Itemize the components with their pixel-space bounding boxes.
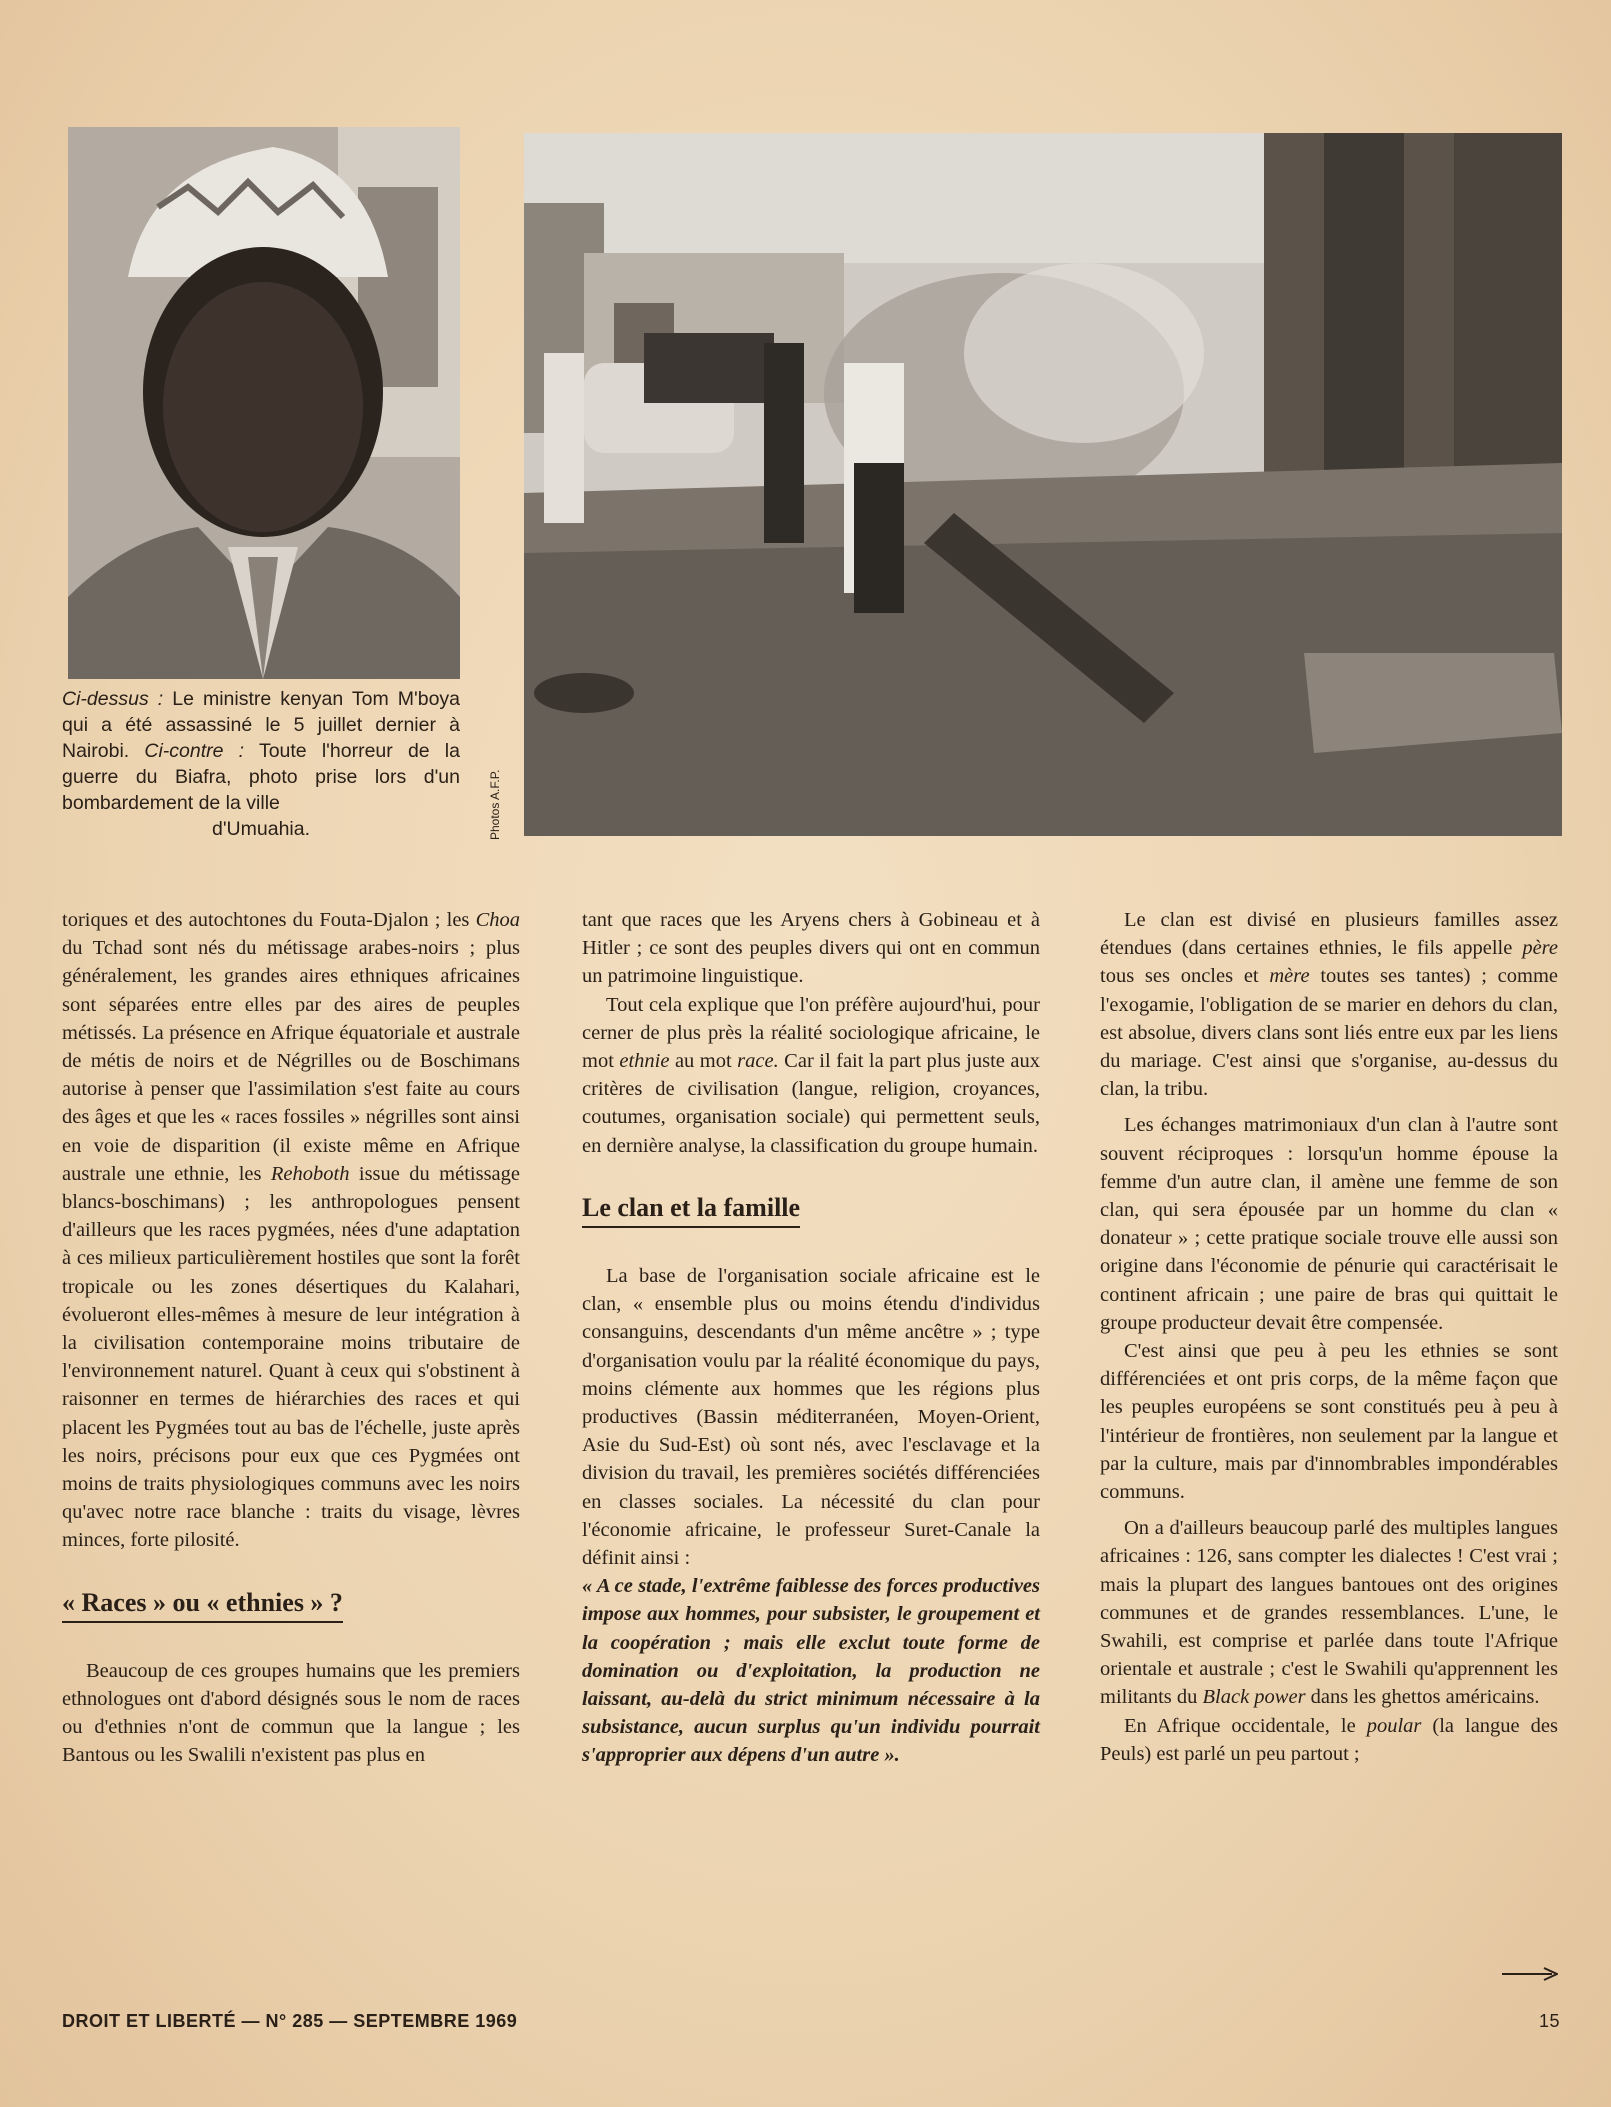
text-column-3 xyxy=(1100,906,1558,1768)
caption-label-opposite: Ci-contre : xyxy=(144,740,245,762)
paragraph: La base de l'organisation sociale africaine est le clan, « ensemble plus ou moins étendu d'individus consanguins, descendants d'un même ancêtre » ; type d'organisation voulu par la réalité économique du pays, moins clémente aux hommes que les régions plus productives (Bassin méditerranéen, Moyen-Orient, Asie du Sud-Est) où sont nés, avec l'esclavage et la division du travail, les premières sociétés différenciées en classes sociales. La nécessité du clan pour l'économie africaine, le professeur Suret-Canale la définit ainsi : xyxy=(582,1265,1040,1570)
paragraph: toriques et des autochtones du Fouta-Djalon ; les Choa du Tchad sont nés du métissage arabes-noirs ; plus généralement, les grandes aires ethniques africaines sont séparées entre elles par des aires de peuples métissés. La présence en Afrique équatoriale et australe de métis de noirs et de Négrilles ou de Boschimans autorise à penser que l'assimilation s'est faite au cours des âges et que les « races fossiles » négrilles sont ainsi en voie de disparition (il existe même en Afrique australe une ethnie, les Rehoboth issue du métissage blancs-boschimans) ; les anthropologues pensent d'ailleurs que les races pygmées, nées d'une adaptation à ces milieux particulièrement hostiles que sont la forêt tropicale ou les zones désertiques du Kalahari, évolueront elles-mêmes à mesure de leur intégration à la civilisation contemporaine moins tributaire de l'environnement naturel. Quant à ceux qui s'obstinent à raisonner en termes de hiérarchies des races et qui placent les Pygmées tout au bas de l'échelle, juste après les noirs, précisons pour eux que ces Pygmées ont moins de traits physiologiques communs avec les noirs qu'avec notre race blanche : traits du visage, lèvres minces, forte pilosité. xyxy=(62,909,521,1552)
section-heading-clan: Le clan et la famille xyxy=(582,1194,800,1228)
biafra-street-photo xyxy=(524,133,1562,836)
publication-info: DROIT ET LIBERTÉ — N° 285 — SEPTEMBRE 1969 xyxy=(62,2011,518,2031)
photo-caption xyxy=(62,686,460,842)
paragraph: On a d'ailleurs beaucoup parlé des multiples langues africaines : 126, sans compter les dialectes ! C'est vrai ; mais la plupart des langues bantoues ont des origines communes et de grandes ressemblances. L'une, le Swahili, est comprise et parlée dans toute l'Afrique orientale et australe ; c'est le Swahili qu'apprennent les militants du Black power dans les ghettos américains. xyxy=(1100,1517,1558,1709)
caption-text-city: d'Umuahia. xyxy=(211,818,311,840)
caption-text-portrait: Le ministre kenyan Tom M'boya qui a été assassiné le 5 juillet dernier à Nairobi. xyxy=(62,688,461,762)
paragraph: tant que races que les Aryens chers à Gobineau et à Hitler ; ce sont des peuples divers qui ont en commun un patrimoine linguistique. xyxy=(582,909,1040,988)
page-footer xyxy=(62,2011,1560,2032)
paragraph: Le clan est divisé en plusieurs familles assez étendues (dans certaines ethnies, le fils appelle père tous ses oncles et mère toutes ses tantes) ; comme l'exogamie, l'obligation de se marier en dehors du clan, est absolue, divers clans sont liés entre eux par les liens du mariage. C'est ainsi que s'organise, au-dessus du clan, la tribu. xyxy=(1100,909,1558,1101)
text-column-2 xyxy=(582,906,1040,1770)
caption-text-street: Toute l'horreur de la guerre du Biafra, photo prise lors d'un bombardement de la ville xyxy=(62,740,460,814)
caption-label-above: Ci-dessus : xyxy=(62,688,164,710)
paragraph: En Afrique occidentale, le poular (la langue des Peuls) est parlé un peu partout ; xyxy=(1100,1714,1558,1765)
page-number: 15 xyxy=(1538,2011,1560,2031)
photo-credit: Photos A.F.P. xyxy=(488,769,502,840)
text-column-1 xyxy=(62,906,520,1770)
portrait-photo xyxy=(68,127,460,679)
paragraph: C'est ainsi que peu à peu les ethnies se sont différenciées et ont pris corps, de la même façon que les peuples européens se sont constitués peu à peu à l'intérieur de frontières, non seulement par la langue et par la culture, mais par d'innombrables impondérables communs. xyxy=(1100,1340,1558,1504)
paragraph: Tout cela explique que l'on préfère aujourd'hui, pour cerner de plus près la réalité sociologique africaine, le mot ethnie au mot race. Car il fait la part plus juste aux critères de civilisation (langue, religion, croyances, coutumes, organisation sociale) qui permettent seuls, en dernière analyse, la classification du groupe humain. xyxy=(582,993,1040,1157)
continue-arrow-icon xyxy=(1502,1967,1558,1981)
paragraph: Beaucoup de ces groupes humains que les premiers ethnologues ont d'abord désignés sous le nom de races ou d'ethnies n'ont de commun que la langue ; les Bantous ou les Swalili n'existent pas plus en xyxy=(62,1659,520,1767)
quotation: « A ce stade, l'extrême faiblesse des forces productives impose aux hommes, pour subsister, le groupement et la coopération ; mais elle exclut toute forme de domination ou d'exploitation, la production ne laissant, au-delà du strict minimum nécessaire à la subsistance, aucun surplus qu'un individu pourrait s'approprier aux dépens d'un autre ». xyxy=(582,1575,1040,1767)
paragraph: Les échanges matrimoniaux d'un clan à l'autre sont souvent réciproques : lorsqu'un homme épouse la femme d'un autre clan, il amène une femme de son clan, qui sera épousée par un homme du clan « donateur » ; cette pratique sociale trouve elle aussi son origine dans l'économie de pénurie qui caractérisait le continent africain ; une paire de bras qui quittait le groupe producteur devait être compensée. xyxy=(1100,1114,1558,1334)
section-heading-races: « Races » ou « ethnies » ? xyxy=(62,1589,343,1623)
